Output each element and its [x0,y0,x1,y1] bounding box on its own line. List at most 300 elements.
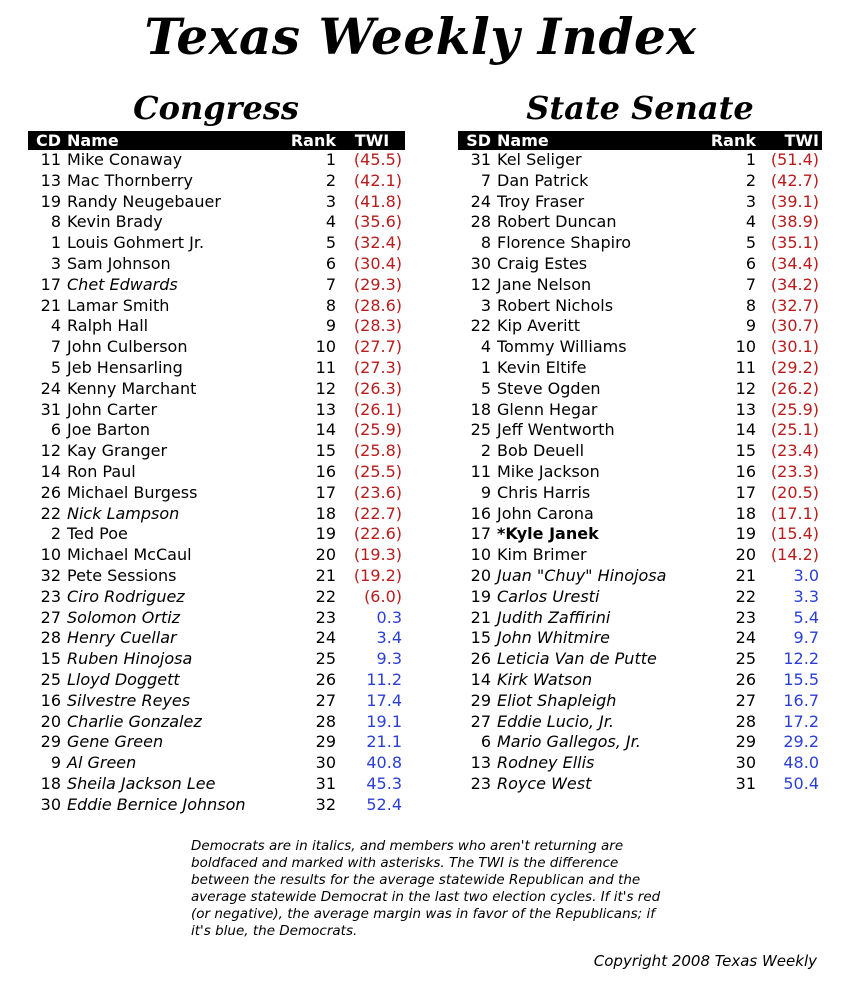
table-row [458,192,822,213]
twi-value: (30.1) [770,337,819,357]
district-cell: 17 [40,274,61,294]
rank-cell: 16 [315,461,336,481]
table-row [28,566,405,587]
twi-value: (25.1) [770,420,819,440]
member-name: Lloyd Doggett [67,669,180,689]
member-name: John Culberson [67,337,188,357]
member-name: Henry Cuellar [67,628,177,648]
rank-cell: 15 [735,441,756,461]
table-row [458,212,822,233]
twi-value: 11.2 [366,669,402,689]
member-name: Kirk Watson [497,669,593,689]
member-name: Solomon Ortiz [67,607,181,627]
table-row [458,691,822,712]
member-name: Ralph Hall [67,316,149,336]
twi-value: (45.5) [353,150,402,169]
table-row [28,732,405,753]
twi-value: (30.4) [353,253,402,273]
twi-value: (34.4) [770,253,819,273]
member-name: Kenny Marchant [67,378,197,398]
district-cell: 19 [470,586,491,606]
table-row [28,608,405,629]
column-header-district: CD [28,131,64,150]
table-row [458,358,822,379]
district-cell: 6 [50,420,61,440]
district-cell: 15 [470,628,491,648]
twi-value: (17.1) [770,503,819,523]
twi-value: (23.6) [353,482,402,502]
twi-value: (28.6) [353,295,402,315]
rank-cell: 29 [735,732,756,752]
member-name: Carlos Uresti [497,586,600,606]
rank-cell: 18 [735,503,756,523]
rank-cell: 22 [735,586,756,606]
rank-cell: 25 [735,649,756,669]
district-cell: 11 [470,461,491,481]
member-name: Michael McCaul [67,545,192,565]
twi-value: 12.2 [783,649,819,669]
senate-table [458,131,822,795]
district-cell: 18 [470,399,491,419]
district-cell: 27 [470,711,491,731]
rank-cell: 4 [745,212,756,232]
congress-header-row [28,131,405,150]
table-row [28,420,405,441]
member-name: Craig Estes [497,253,588,273]
twi-value: (6.0) [364,586,402,606]
district-cell: 30 [470,253,491,273]
rank-cell: 24 [315,628,336,648]
member-name: Louis Gohmert Jr. [67,233,205,253]
twi-value: 3.4 [376,628,402,648]
district-cell: 28 [40,628,61,648]
twi-value: 48.0 [783,753,819,773]
district-cell: 8 [480,233,491,253]
member-name: Joe Barton [67,420,150,440]
table-row [458,712,822,733]
table-row [458,608,822,629]
table-row [28,545,405,566]
column-header-name: Name [64,131,269,150]
twi-value: (25.5) [353,461,402,481]
district-cell: 13 [40,170,61,190]
member-name: *Kyle Janek [497,524,599,544]
column-header-twi: TWI [759,131,822,150]
twi-value: 45.3 [366,773,402,793]
table-row [28,628,405,649]
twi-value: (25.9) [353,420,402,440]
table-row [458,254,822,275]
rank-cell: 17 [315,482,336,502]
member-name: Ted Poe [67,524,128,544]
congress-table-body [28,150,405,816]
twi-value: 3.0 [793,565,819,585]
rank-cell: 20 [315,545,336,565]
district-cell: 25 [470,420,491,440]
district-cell: 24 [40,378,61,398]
footnote: Democrats are in italics, and members who aren't returning are boldfaced and marked with asterisks. The TWI is the difference between the results for the average statewide Republican and the average statewide Democrat in the last two election cycles. If it's red (or negative), the average margin was in favor of the Republicans; if it's blue, the Democrats. [191,838,661,939]
district-cell: 22 [470,316,491,336]
twi-value: 21.1 [366,732,402,752]
table-row [28,504,405,525]
twi-value: (20.5) [770,482,819,502]
district-cell: 32 [40,565,61,585]
member-name: Ruben Hinojosa [67,649,193,669]
member-name: Randy Neugebauer [67,191,221,211]
column-header-twi: TWI [339,131,405,150]
district-cell: 26 [470,649,491,669]
senate-header-row [458,131,822,150]
table-row [28,670,405,691]
twi-value: (26.1) [353,399,402,419]
table-row [458,670,822,691]
twi-value: (25.8) [353,441,402,461]
district-cell: 25 [40,669,61,689]
rank-cell: 10 [735,337,756,357]
rank-cell: 2 [325,170,336,190]
member-name: Robert Duncan [497,212,617,232]
member-name: Eliot Shapleigh [497,690,617,710]
congress-heading: Congress [133,89,299,127]
twi-value: (22.7) [353,503,402,523]
member-name: Mario Gallegos, Jr. [497,732,641,752]
district-cell: 1 [480,357,491,377]
member-name: Bob Deuell [497,441,585,461]
district-cell: 16 [40,690,61,710]
table-row [28,337,405,358]
rank-cell: 27 [735,690,756,710]
table-row [28,691,405,712]
member-name: Mike Conaway [67,150,183,169]
member-name: Tommy Williams [497,337,627,357]
rank-cell: 32 [315,794,336,814]
rank-cell: 7 [325,274,336,294]
member-name: Nick Lampson [67,503,180,523]
member-name: Chet Edwards [67,274,178,294]
district-cell: 12 [40,441,61,461]
member-name: Lamar Smith [67,295,170,315]
member-name: Al Green [67,753,137,773]
table-row [458,587,822,608]
table-row [458,483,822,504]
table-row [458,753,822,774]
table-row [458,649,822,670]
table-row [458,150,822,171]
district-cell: 15 [40,649,61,669]
twi-value: (23.4) [770,441,819,461]
table-row [28,233,405,254]
rank-cell: 14 [315,420,336,440]
rank-cell: 18 [315,503,336,523]
member-name: Jane Nelson [497,274,592,294]
district-cell: 7 [50,337,61,357]
member-name: Pete Sessions [67,565,177,585]
table-row [28,649,405,670]
twi-value: (15.4) [770,524,819,544]
twi-value: 40.8 [366,753,402,773]
rank-cell: 26 [315,669,336,689]
member-name: Gene Green [67,732,164,752]
table-row [28,379,405,400]
member-name: Jeff Wentworth [497,420,615,440]
rank-cell: 1 [745,150,756,169]
twi-value: (34.2) [770,274,819,294]
rank-cell: 7 [745,274,756,294]
twi-value: (42.7) [770,170,819,190]
table-row [28,275,405,296]
member-name: Dan Patrick [497,170,589,190]
table-row [458,420,822,441]
member-name: Kip Averitt [497,316,581,336]
member-name: Ciro Rodriguez [67,586,185,606]
twi-value: 29.2 [783,732,819,752]
district-cell: 14 [470,669,491,689]
twi-value: 52.4 [366,794,402,814]
table-row [458,233,822,254]
table-row [458,296,822,317]
twi-value: 9.7 [793,628,819,648]
table-row [458,545,822,566]
district-cell: 7 [480,170,491,190]
rank-cell: 13 [315,399,336,419]
rank-cell: 6 [325,253,336,273]
twi-value: (42.1) [353,170,402,190]
table-row [458,462,822,483]
rank-cell: 5 [325,233,336,253]
rank-cell: 6 [745,253,756,273]
district-cell: 31 [470,150,491,169]
district-cell: 13 [470,753,491,773]
rank-cell: 10 [315,337,336,357]
district-cell: 1 [50,233,61,253]
twi-value: 17.4 [366,690,402,710]
table-row [28,192,405,213]
district-cell: 3 [480,295,491,315]
member-name: Eddie Bernice Johnson [67,794,246,814]
table-row [458,441,822,462]
district-cell: 29 [40,732,61,752]
twi-value: (23.3) [770,461,819,481]
member-name: Glenn Hegar [497,399,598,419]
twi-value: (35.1) [770,233,819,253]
district-cell: 22 [40,503,61,523]
twi-value: (39.1) [770,191,819,211]
member-name: Sam Johnson [67,253,171,273]
member-name: Royce West [497,773,592,793]
column-header-name: Name [494,131,694,150]
district-cell: 14 [40,461,61,481]
rank-cell: 28 [735,711,756,731]
rank-cell: 15 [315,441,336,461]
member-name: John Whitmire [497,628,611,648]
member-name: Jeb Hensarling [67,357,183,377]
senate-table-body [458,150,822,795]
table-row [28,774,405,795]
member-name: Kevin Eltife [497,357,587,377]
rank-cell: 23 [735,607,756,627]
district-cell: 10 [40,545,61,565]
member-name: Kevin Brady [67,212,163,232]
district-cell: 24 [470,191,491,211]
district-cell: 10 [470,545,491,565]
rank-cell: 8 [325,295,336,315]
district-cell: 21 [470,607,491,627]
district-cell: 17 [470,524,491,544]
member-name: Juan "Chuy" Hinojosa [497,565,667,585]
rank-cell: 25 [315,649,336,669]
rank-cell: 9 [325,316,336,336]
rank-cell: 20 [735,545,756,565]
member-name: Michael Burgess [67,482,198,502]
rank-cell: 12 [735,378,756,398]
table-row [28,462,405,483]
twi-value: (41.8) [353,191,402,211]
twi-value: (38.9) [770,212,819,232]
rank-cell: 3 [745,191,756,211]
rank-cell: 29 [315,732,336,752]
column-header-rank: Rank [269,131,339,150]
member-name: Sheila Jackson Lee [67,773,216,793]
rank-cell: 11 [315,357,336,377]
rank-cell: 5 [745,233,756,253]
twi-value: (27.3) [353,357,402,377]
rank-cell: 2 [745,170,756,190]
rank-cell: 31 [315,773,336,793]
member-name: Mike Jackson [497,461,600,481]
rank-cell: 26 [735,669,756,689]
twi-value: (51.4) [770,150,819,169]
table-row [458,400,822,421]
twi-value: (19.3) [353,545,402,565]
rank-cell: 12 [315,378,336,398]
district-cell: 9 [50,753,61,773]
district-cell: 9 [480,482,491,502]
district-cell: 30 [40,794,61,814]
twi-value: (26.3) [353,378,402,398]
twi-value: (32.4) [353,233,402,253]
rank-cell: 23 [315,607,336,627]
member-name: Charlie Gonzalez [67,711,202,731]
table-row [28,358,405,379]
member-name: Troy Fraser [497,191,585,211]
member-name: Judith Zaffirini [497,607,611,627]
district-cell: 16 [470,503,491,523]
table-row [28,171,405,192]
column-header-district: SD [458,131,494,150]
twi-value: (28.3) [353,316,402,336]
table-row [458,566,822,587]
twi-value: (29.2) [770,357,819,377]
member-name: Rodney Ellis [497,753,595,773]
twi-value: (29.3) [353,274,402,294]
district-cell: 29 [470,690,491,710]
rank-cell: 21 [735,565,756,585]
district-cell: 26 [40,482,61,502]
district-cell: 20 [40,711,61,731]
twi-value: 15.5 [783,669,819,689]
rank-cell: 19 [315,524,336,544]
table-row [28,524,405,545]
district-cell: 5 [480,378,491,398]
twi-value: 19.1 [366,711,402,731]
member-name: Florence Shapiro [497,233,632,253]
twi-value: (35.6) [353,212,402,232]
table-row [28,150,405,171]
district-cell: 2 [480,441,491,461]
member-name: Steve Ogden [497,378,601,398]
district-cell: 21 [40,295,61,315]
table-row [28,316,405,337]
rank-cell: 30 [315,753,336,773]
rank-cell: 14 [735,420,756,440]
rank-cell: 3 [325,191,336,211]
district-cell: 3 [50,253,61,273]
table-row [28,712,405,733]
member-name: Kel Seliger [497,150,582,169]
rank-cell: 13 [735,399,756,419]
rank-cell: 11 [735,357,756,377]
twi-value: (27.7) [353,337,402,357]
member-name: Leticia Van de Putte [497,649,657,669]
twi-value: (14.2) [770,545,819,565]
table-row [28,254,405,275]
rank-cell: 22 [315,586,336,606]
twi-value: 50.4 [783,773,819,793]
table-row [28,400,405,421]
rank-cell: 8 [745,295,756,315]
rank-cell: 28 [315,711,336,731]
district-cell: 12 [470,274,491,294]
rank-cell: 9 [745,316,756,336]
member-name: Kay Granger [67,441,168,461]
district-cell: 5 [50,357,61,377]
twi-value: 3.3 [793,586,819,606]
rank-cell: 1 [325,150,336,169]
district-cell: 4 [480,337,491,357]
table-row [458,316,822,337]
table-row [28,795,405,816]
table-row [458,732,822,753]
member-name: Chris Harris [497,482,591,502]
page-title: Texas Weekly Index [144,7,697,66]
twi-value: (25.9) [770,399,819,419]
member-name: Mac Thornberry [67,170,193,190]
member-name: John Carona [497,503,594,523]
twi-value: 5.4 [793,607,819,627]
rank-cell: 31 [735,773,756,793]
table-row [458,774,822,795]
table-row [458,171,822,192]
table-row [28,753,405,774]
district-cell: 23 [40,586,61,606]
twi-value: 0.3 [376,607,402,627]
twi-value: (19.2) [353,565,402,585]
table-row [458,628,822,649]
rank-cell: 16 [735,461,756,481]
table-row [28,441,405,462]
member-name: Eddie Lucio, Jr. [497,711,614,731]
table-row [28,483,405,504]
twi-value: (26.2) [770,378,819,398]
member-name: Kim Brimer [497,545,587,565]
district-cell: 18 [40,773,61,793]
twi-value: (30.7) [770,316,819,336]
district-cell: 27 [40,607,61,627]
table-row [28,212,405,233]
table-row [28,587,405,608]
twi-value: 17.2 [783,711,819,731]
rank-cell: 17 [735,482,756,502]
